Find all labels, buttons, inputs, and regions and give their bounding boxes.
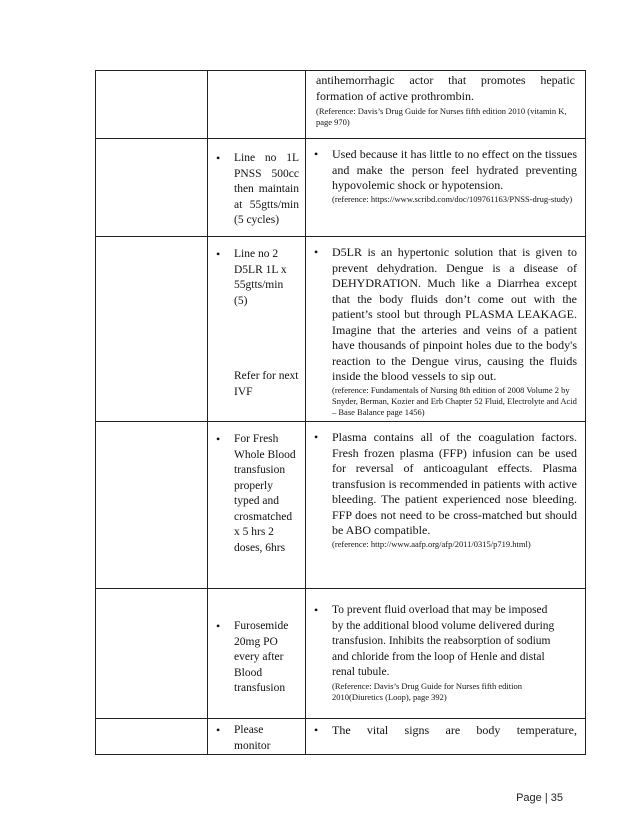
rationale-reference: (Reference: Davis’s Drug Guide for Nurses fifth edition 2010 (vitamin K, page 970): [316, 106, 567, 127]
order-cell: [208, 422, 306, 589]
order-cell: [208, 589, 306, 719]
empty-cell: [96, 139, 208, 237]
list-item: [208, 247, 299, 309]
rationale-reference: (Reference: Davis’s Drug Guide for Nurses fifth edition 2010(Diuretics (Loop), page 392): [332, 680, 523, 702]
order-text: For Fresh Whole Blood transfusion properly typed and crosmatched x 5 hrs 2 doses, 6hrs: [234, 433, 296, 554]
rationale-cell: [306, 719, 586, 755]
list-item: [208, 151, 299, 229]
rationale-reference: (reference: https://www.scribd.com/doc/109761163/PNSS-drug-study): [332, 193, 573, 204]
empty-cell: [96, 71, 208, 139]
bullet-icon: •: [314, 723, 319, 737]
bullet-icon: •: [216, 619, 221, 633]
empty-cell: [96, 422, 208, 589]
table-row: [96, 719, 586, 755]
rationale-text: Plasma contains all of the coagulation factors. Fresh frozen plasma (FFP) infusion can be used for reversal of anticoagulant effects. Plasma transfusion is recommended in patients with active bleeding. The patient experienced nose bleeding. FFP does not need to be cross-matched but should be ABO compatible.: [332, 430, 577, 537]
bullet-icon: •: [216, 247, 221, 261]
table-row: [96, 139, 586, 237]
rationale-cell: [306, 422, 586, 589]
bullet-icon: •: [216, 723, 221, 737]
table-row: [96, 589, 586, 719]
rationale-text: To prevent fluid overload that may be imposed by the additional blood volume delivered during transfusion. Inhibits the reabsorption of sodium and chloride from the loop of Henle and distal renal tubule.: [332, 604, 555, 678]
rationale-cell: [306, 589, 586, 719]
order-cell: [208, 719, 306, 755]
rationale-cell: [306, 237, 586, 422]
bullet-icon: •: [216, 432, 221, 446]
empty-cell: [96, 589, 208, 719]
drug-study-table: [95, 70, 586, 755]
order-cell: [208, 237, 306, 422]
list-item: [306, 245, 577, 418]
order-text: Line no 2 D5LR 1L x 55gtts/min (5): [234, 248, 287, 307]
order-cell: [208, 139, 306, 237]
rationale-text: The vital signs are body temperature,: [332, 723, 577, 737]
list-item: [306, 603, 577, 703]
empty-cell: [96, 719, 208, 755]
list-item: [208, 723, 299, 754]
list-item: [208, 619, 299, 697]
rationale-text: D5LR is an hypertonic solution that is given to prevent dehydration. Dengue is a disease of DEHYDRATION. Much like a Diarrhea except that the body fluids don’t come out with the patient’s stool but through PLASMA LEAKAGE. Imagine that the arteries and veins of a patient have thousands of pinpoint holes due to the body's reaction to the Dengue virus, causing the fluids inside the blood vessels to sip out.: [332, 245, 577, 383]
rationale-cell: [306, 71, 586, 139]
bullet-icon: •: [314, 430, 319, 444]
table-row: [96, 422, 586, 589]
table-row: [96, 237, 586, 422]
empty-cell: [96, 237, 208, 422]
table-row: [96, 71, 586, 139]
bullet-icon: •: [314, 603, 319, 617]
order-note: Refer for next IVF: [234, 370, 299, 398]
bullet-icon: •: [314, 245, 319, 259]
order-cell: [208, 71, 306, 139]
bullet-icon: •: [216, 151, 221, 165]
list-item: [306, 147, 577, 205]
order-text: Furosemide 20mg PO every after Blood transfusion: [234, 620, 289, 694]
rationale-text: antihemorrhagic actor that promotes hepatic formation of active prothrombin.: [316, 73, 575, 103]
page-number: Page | 35: [516, 792, 563, 804]
rationale-reference: (reference: http://www.aafp.org/afp/2011/0315/p719.html): [332, 538, 531, 549]
list-item: [306, 723, 577, 739]
list-item: [306, 430, 577, 550]
order-text: Please monitor: [234, 724, 271, 752]
order-text: Line no 1L PNSS 500cc then maintain at 55gtts/min (5 cycles): [234, 152, 299, 226]
list-item: [208, 432, 299, 556]
rationale-text: Used because it has little to no effect on the tissues and make the person feel hydrated preventing hypovolemic shock or hypotension.: [332, 147, 577, 192]
bullet-icon: •: [314, 147, 319, 161]
rationale-reference: (reference: Fundamentals of Nursing 8th edition of 2008 Volume 2 by Snyder, Berman, Kozier and Erb Chapter 52 Fluid, Electrolyte and Acid – Base Balance page 1456): [332, 384, 577, 417]
rationale-cell: [306, 139, 586, 237]
